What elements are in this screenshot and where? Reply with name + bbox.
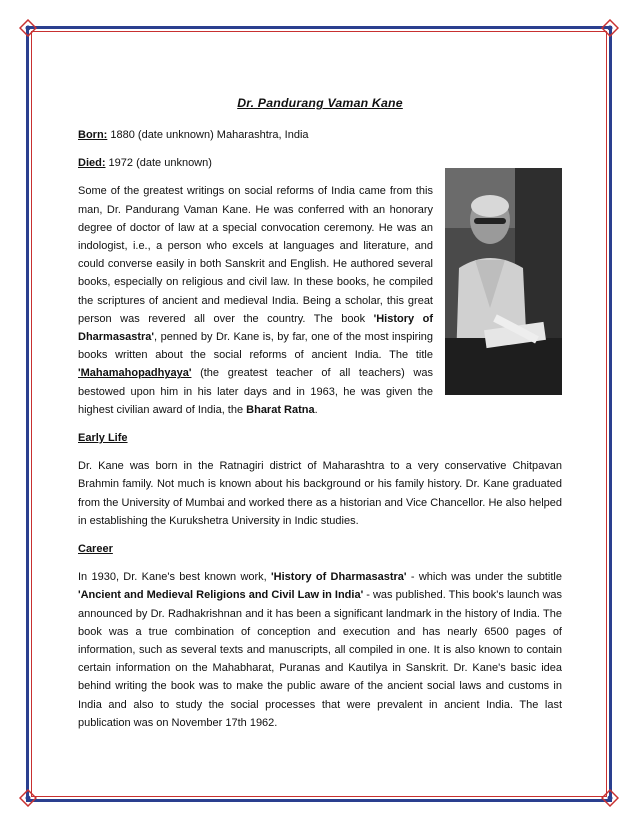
born-value: 1880 (date unknown) Maharashtra, India xyxy=(107,129,309,141)
died-label: Died: xyxy=(78,157,106,170)
intro-title-honor: 'Mahamahopadhyaya' xyxy=(78,367,192,380)
intro-text-1: Some of the greatest writings on social reforms of India came from this man, Dr. Pandurang Vaman Kane. He was conferred with an honorary degree of doctor of law at a special convocation ceremony. He was an indologist, i.e., a person who excels at languages and literature, and could converse easily in both Sanskrit and English. He authored several books, especially on religious and civil law. In these books, he compiled the scriptures of ancient and medieval India. Being a scholar, this great person was revered all over the country. The book xyxy=(78,185,433,325)
portrait-photo xyxy=(445,168,562,395)
corner-ornament-icon xyxy=(601,19,619,37)
corner-ornament-icon xyxy=(601,789,619,807)
career-text-3: - was published. This book's launch was announced by Dr. Radhakrishnan and it has been a significant landmark in the history of India. The book was a true combination of conception and execution and has nearly 6500 pages of information, such as several texts and manuscripts, all compiled in one. It is also known to contain certain information on the Mahabharat, Puranas and Kautilya in Sanskrit. Dr. Kane's basic idea behind writing the book was to make the public aware of the ancient social laws and customs in India and also to study the social processes that were prevalent in ancient India. The last publication was on November 17th 1962. xyxy=(78,589,563,729)
intro-award: Bharat Ratna xyxy=(246,403,315,416)
early-life-heading: Early Life xyxy=(78,432,128,445)
intro-text-3: (the greatest teacher of all teachers) was bestowed upon him in his later days and in 1963, he was given the highest civilian award of India, the xyxy=(78,367,433,416)
career-paragraph xyxy=(78,568,562,732)
born-label: Born: xyxy=(78,129,108,141)
born-line xyxy=(78,126,562,144)
died-value: 1972 (date unknown) xyxy=(105,157,212,170)
corner-ornament-icon xyxy=(19,789,37,807)
intro-text-2: , penned by Dr. Kane is, by far, one of the most inspiring books written about the social reforms of ancient India. The title xyxy=(78,331,433,362)
corner-ornament-icon xyxy=(19,19,37,37)
career-text-2: - which was under the subtitle xyxy=(406,571,562,584)
early-life-paragraph: Dr. Kane was born in the Ratnagiri district of Maharashtra to a very conservative Chitpavan Brahmin family. Not much is known about his background or his family history. Dr. Kane graduated from the University of Mumbai and worked there as a historian and Vice Chancellor. He also helped in establishing the Kurukshetra University in Indic studies. xyxy=(78,460,562,527)
career-subtitle: 'Ancient and Medieval Religions and Civil Law in India' xyxy=(78,589,364,602)
page-title: Dr. Pandurang Vaman Kane xyxy=(237,96,403,110)
document-body xyxy=(78,126,562,742)
intro-book-title: 'History of Dharmasastra' xyxy=(78,312,433,344)
intro-text-4: . xyxy=(314,403,318,416)
career-book-title: 'History of Dharmasastra' xyxy=(271,571,407,584)
career-heading: Career xyxy=(78,543,113,556)
career-text-1: In 1930, Dr. Kane's best known work, xyxy=(78,571,272,584)
